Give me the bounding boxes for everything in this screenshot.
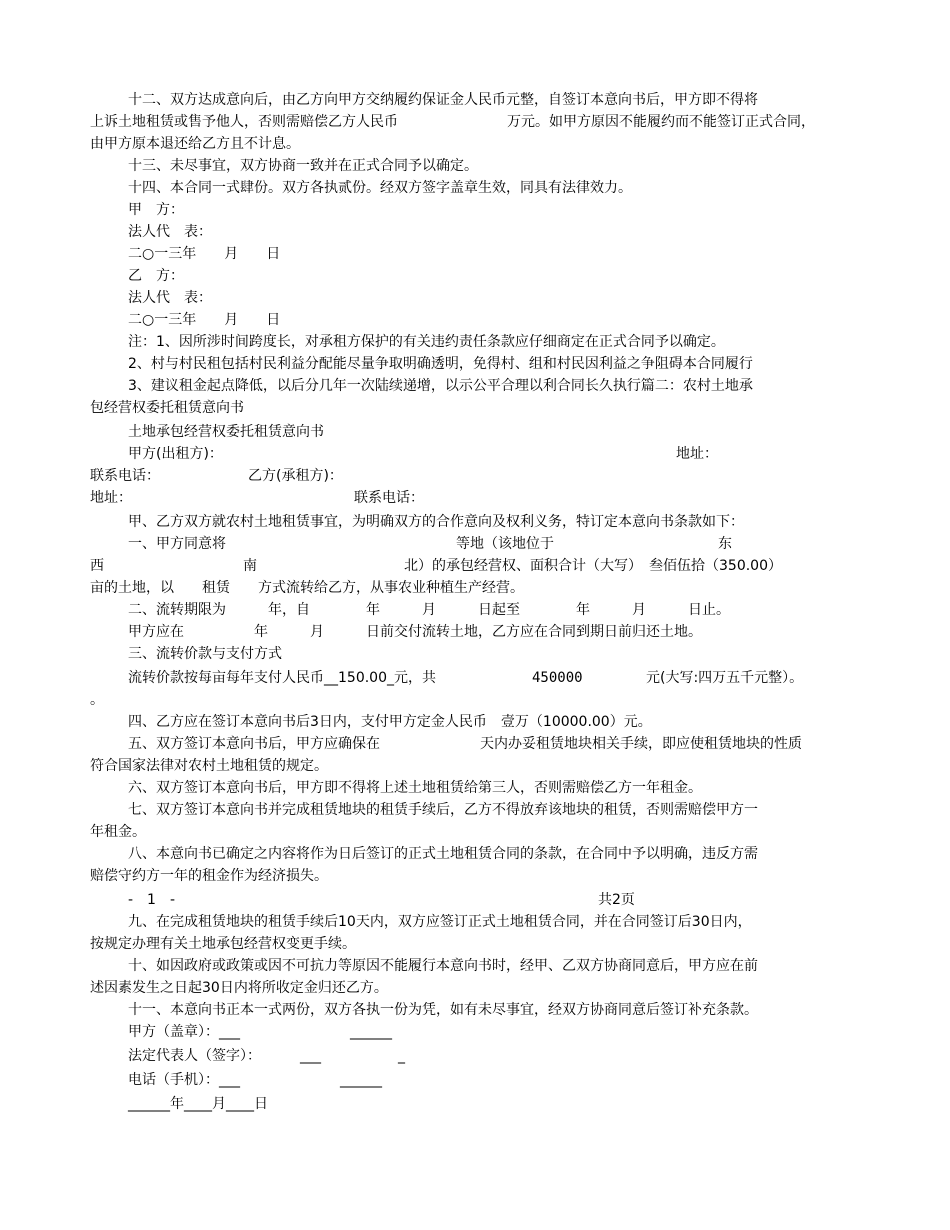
clause-14: 十四、本合同一式肆份。双方各执贰份。经双方签字盖章生效，同具有法律效力。	[128, 180, 632, 196]
party-b-date: 二○一三年 月 日	[128, 312, 281, 328]
clause-1-west: 西	[90, 558, 104, 574]
stray-period: 。	[90, 692, 104, 708]
clause-3-heading: 三、流转价款与支付方式	[128, 646, 282, 662]
clause-9-line-1: 九、在完成租赁地块的租赁手续后10天内，双方应签订正式土地租赁合同，并在合同签订后30日内，	[128, 914, 752, 930]
clause-3-total-words: 元(大写:四万五千元整）。	[646, 670, 804, 686]
clause-12-line-1: 十二、双方达成意向后，由乙方向甲方交纳履约保证金人民币元整，自签订本意向书后，甲方即不得将	[128, 92, 758, 108]
lessee-phone-label: 联系电话：	[354, 490, 424, 506]
note-3-line-2: 包经营权委托租赁意向书	[90, 400, 244, 416]
page-total: 共2页	[598, 892, 635, 908]
clause-4: 四、乙方应在签订本意向书后3日内，支付甲方定金人民币 壹万（10000.00）元。	[128, 714, 652, 730]
lessor-label: 甲方(出租方)：	[128, 446, 223, 462]
legal-rep-sign-blank-2: _	[398, 1048, 405, 1064]
lessee-label: 乙方(承租方)：	[248, 468, 343, 484]
party-a-seal-label: 甲方（盖章）：___	[128, 1024, 240, 1040]
page-number: - 1 -	[128, 892, 176, 908]
legal-rep-sign-label: 法定代表人（签字）：	[128, 1048, 261, 1064]
note-1: 注：1、因所涉时间跨度长，对承租方保护的有关违约责任条款应仔细商定在正式合同予以确定。	[128, 334, 725, 350]
party-b-rep-label: 法人代 表：	[128, 290, 212, 306]
clause-11: 十一、本意向书正本一式两份，双方各执一份为凭，如有未尽事宜，经双方协商同意后签订补充条款。	[128, 1002, 758, 1018]
clause-2: 二、流转期限为 年，自 年 月 日起至 年 月 日止。	[128, 602, 730, 618]
clause-1-east: 东	[718, 536, 732, 552]
clause-9-line-2: 按规定办理有关土地承包经营权变更手续。	[90, 936, 356, 952]
clause-3-total: 450000	[532, 670, 583, 686]
phone-blank: ______	[340, 1072, 382, 1088]
clause-7-line-2: 年租金。	[90, 824, 146, 840]
signing-date: ______年____月____日	[128, 1096, 268, 1112]
clause-5-line-1b: 天内办妥租赁地块相关手续，即应使租赁地块的性质	[480, 736, 802, 752]
preamble: 甲、乙方双方就农村土地租赁事宜，为明确双方的合作意向及权利义务，特订定本意向书条款如下：	[128, 514, 744, 530]
lessor-phone-label: 联系电话：	[90, 468, 160, 484]
party-a-date: 二○一三年 月 日	[128, 246, 281, 262]
party-b-label: 乙 方：	[128, 268, 184, 284]
lessor-address-label: 地址：	[676, 446, 718, 462]
clause-10-line-2: 述因素发生之日起30日内将所收定金归还乙方。	[90, 980, 388, 996]
clause-13: 十三、未尽事宜，双方协商一致并在正式合同予以确定。	[128, 158, 478, 174]
clause-1-south: 南	[243, 558, 257, 574]
legal-rep-sign-blank-1: ___	[300, 1048, 321, 1064]
clause-5-line-2: 符合国家法律对农村土地租赁的规定。	[90, 758, 328, 774]
party-a-seal-blank: ______	[350, 1024, 392, 1040]
section-title: 土地承包经营权委托租赁意向书	[128, 424, 324, 440]
clause-7-line-1: 七、双方签订本意向书并完成租赁地块的租赁手续后，乙方不得放弃该地块的租赁，否则需赔偿甲方一	[128, 802, 758, 818]
note-3-line-1: 3、建议租金起点降低，以后分几年一次陆续递增，以示公平合理以利合同长久执行篇二：农村土地承	[128, 378, 753, 394]
clause-8-line-1: 八、本意向书已确定之内容将作为日后签订的正式土地租赁合同的条款，在合同中予以明确，违反方需	[128, 846, 758, 862]
clause-3-price: 流转价款按每亩每年支付人民币__150.00_元，共	[128, 670, 436, 686]
clause-12-line-3: 由甲方原本退还给乙方且不计息。	[90, 136, 300, 152]
clause-5-line-1a: 五、双方签订本意向书后，甲方应确保在	[128, 736, 380, 752]
lessee-address-label: 地址：	[90, 490, 132, 506]
clause-10-line-1: 十、如因政府或政策或因不可抗力等原因不能履行本意向书时，经甲、乙双方协商同意后，甲方应在前	[128, 958, 758, 974]
phone-label: 电话（手机）：___	[128, 1072, 240, 1088]
party-a-label: 甲 方：	[128, 202, 184, 218]
clause-1-line-1a: 一、甲方同意将	[128, 536, 226, 552]
clause-8-line-2: 赔偿守约方一年的租金作为经济损失。	[90, 868, 328, 884]
clause-12-line-2b: 万元。如甲方原因不能履约而不能签订正式合同，	[507, 114, 815, 130]
clause-1-line-2: 北）的承包经营权、面积合计（大写） 叁佰伍拾（350.00）	[404, 558, 782, 574]
clause-1-line-3: 亩的土地，以 租赁 方式流转给乙方，从事农业种植生产经营。	[90, 580, 524, 596]
clause-6: 六、双方签订本意向书后，甲方即不得将上述土地租赁给第三人，否则需赔偿乙方一年租金。	[128, 780, 702, 796]
clause-2-delivery: 甲方应在 年 月 日前交付流转土地，乙方应在合同到期日前归还土地。	[128, 624, 702, 640]
clause-1-line-1b: 等地（该地位于	[456, 536, 554, 552]
party-a-rep-label: 法人代 表：	[128, 224, 212, 240]
clause-12-line-2a: 上诉土地租赁或售予他人，否则需赔偿乙方人民币	[90, 114, 398, 130]
note-2: 2、村与村民租包括村民利益分配能尽量争取明确透明，免得村、组和村民因利益之争阻碍本合同履行	[128, 356, 753, 372]
